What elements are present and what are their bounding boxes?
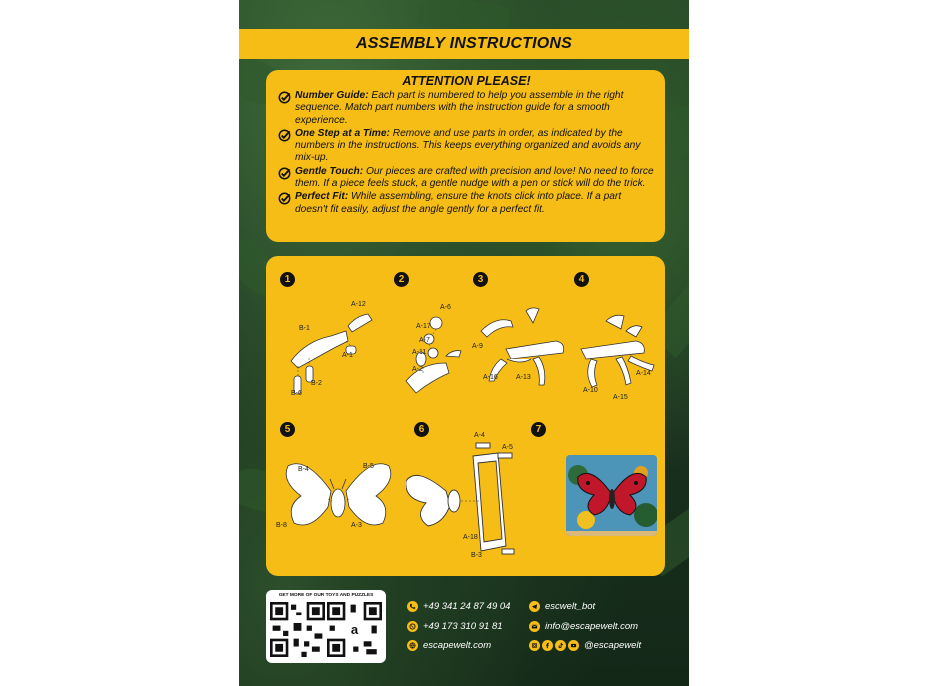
part-label: A-18 bbox=[463, 534, 478, 541]
step3-diagram bbox=[471, 301, 571, 396]
website-text: escapewelt.com bbox=[423, 639, 492, 651]
instagram-icon[interactable] bbox=[529, 640, 540, 651]
step-number-3: 3 bbox=[473, 272, 488, 287]
facebook-icon[interactable] bbox=[542, 640, 553, 651]
contact-telegram[interactable] bbox=[529, 599, 595, 613]
check-circle-icon bbox=[278, 167, 291, 180]
tip-gentle-touch bbox=[278, 166, 655, 191]
part-label: B-1 bbox=[299, 325, 310, 332]
part-label: A-13 bbox=[516, 374, 531, 381]
part-label: A-6 bbox=[440, 304, 451, 311]
tip-label: Perfect Fit: bbox=[295, 191, 349, 203]
tip-perfect-fit bbox=[278, 191, 655, 216]
attention-heading: ATTENTION PLEASE! bbox=[402, 74, 531, 88]
instruction-sheet bbox=[239, 0, 689, 686]
step5-diagram bbox=[276, 451, 401, 541]
step-number-6: 6 bbox=[414, 422, 429, 437]
part-label: B-2 bbox=[311, 380, 322, 387]
part-label: A-1 bbox=[342, 352, 353, 359]
tip-text: Each part is numbered to help you assemble in the right sequence. Match part numbers with the instruction guide for a smooth experience. bbox=[295, 90, 624, 126]
contact-social[interactable] bbox=[529, 638, 641, 652]
part-label: A-5 bbox=[502, 444, 513, 451]
telegram-text: escwelt_bot bbox=[545, 600, 596, 612]
step-number-7: 7 bbox=[531, 422, 546, 437]
contact-phone-2[interactable] bbox=[407, 619, 503, 633]
check-circle-icon bbox=[278, 129, 291, 142]
part-label: B-5 bbox=[363, 463, 374, 470]
part-label: A-14 bbox=[636, 370, 651, 377]
contact-website[interactable] bbox=[407, 638, 491, 652]
part-label: B-6 bbox=[291, 390, 302, 397]
steps-panel bbox=[266, 256, 665, 576]
contact-phone-1[interactable] bbox=[407, 599, 510, 613]
telegram-icon bbox=[529, 601, 540, 612]
social-handle-text: @escapewelt bbox=[584, 639, 642, 651]
tip-label: Gentle Touch: bbox=[295, 165, 364, 177]
part-label: B-3 bbox=[471, 552, 482, 559]
tip-one-step bbox=[278, 128, 655, 165]
part-label: A-9 bbox=[472, 343, 483, 350]
whatsapp-icon bbox=[407, 621, 418, 632]
phone-1-text: +49 341 24 87 49 04 bbox=[423, 600, 511, 612]
mail-icon bbox=[529, 621, 540, 632]
step-number-1: 1 bbox=[280, 272, 295, 287]
part-label: A-17 bbox=[416, 323, 431, 330]
tip-text: Our pieces are crafted with precision and love! No need to force them. If a piece feels stuck, a gentle nudge with a pen or stick will do the trick. bbox=[295, 165, 654, 190]
part-label: A-7 bbox=[419, 337, 430, 344]
qr-code-icon[interactable] bbox=[270, 602, 325, 657]
step-number-5: 5 bbox=[280, 422, 295, 437]
part-label: B-8 bbox=[276, 522, 287, 529]
tip-number-guide bbox=[278, 90, 655, 127]
contact-email[interactable] bbox=[529, 619, 638, 633]
tip-text: While assembling, ensure the knots click into place. If a part doesn't fit easily, adjust the angle gently for a perfect fit. bbox=[295, 191, 622, 215]
finished-model-photo bbox=[566, 455, 657, 536]
part-label: A-3 bbox=[351, 522, 362, 529]
part-label: A-10 bbox=[583, 387, 598, 394]
part-label: B-4 bbox=[298, 466, 309, 473]
tiktok-icon[interactable] bbox=[555, 640, 566, 651]
qr-caption: GET MORE OF OUR TOYS AND PUZZLES bbox=[278, 593, 374, 598]
qr-code-card bbox=[266, 590, 386, 663]
tip-label: One Step at a Time: bbox=[295, 127, 390, 139]
amazon-qr-code-icon[interactable] bbox=[327, 602, 382, 657]
step4-diagram bbox=[566, 301, 661, 401]
youtube-icon[interactable] bbox=[568, 640, 579, 651]
step6-diagram bbox=[406, 441, 536, 561]
tip-label: Number Guide: bbox=[295, 90, 369, 101]
step-number-4: 4 bbox=[574, 272, 589, 287]
svg-text:a: a bbox=[350, 622, 359, 638]
step-number-2: 2 bbox=[394, 272, 409, 287]
step2-diagram bbox=[391, 301, 471, 401]
phone-icon bbox=[407, 601, 418, 612]
check-circle-icon bbox=[278, 91, 291, 104]
tip-text: Remove and use parts in order, as indicated by the numbers in the instructions. This keeps everything organized and avoids any mix-up. bbox=[295, 127, 641, 164]
phone-2-text: +49 173 310 91 81 bbox=[423, 620, 503, 632]
part-label: A-11 bbox=[412, 349, 427, 356]
email-text: info@escapewelt.com bbox=[545, 620, 639, 632]
part-label: A-12 bbox=[351, 301, 366, 308]
page-title: ASSEMBLY INSTRUCTIONS bbox=[355, 35, 573, 52]
contact-info bbox=[407, 597, 677, 657]
part-label: A-2 bbox=[412, 366, 423, 373]
title-banner bbox=[239, 29, 689, 59]
part-label: A-4 bbox=[474, 432, 485, 439]
part-label: A-16 bbox=[483, 374, 498, 381]
part-label: A-15 bbox=[613, 394, 628, 401]
globe-icon bbox=[407, 640, 418, 651]
attention-box bbox=[266, 70, 665, 242]
check-circle-icon bbox=[278, 192, 291, 205]
